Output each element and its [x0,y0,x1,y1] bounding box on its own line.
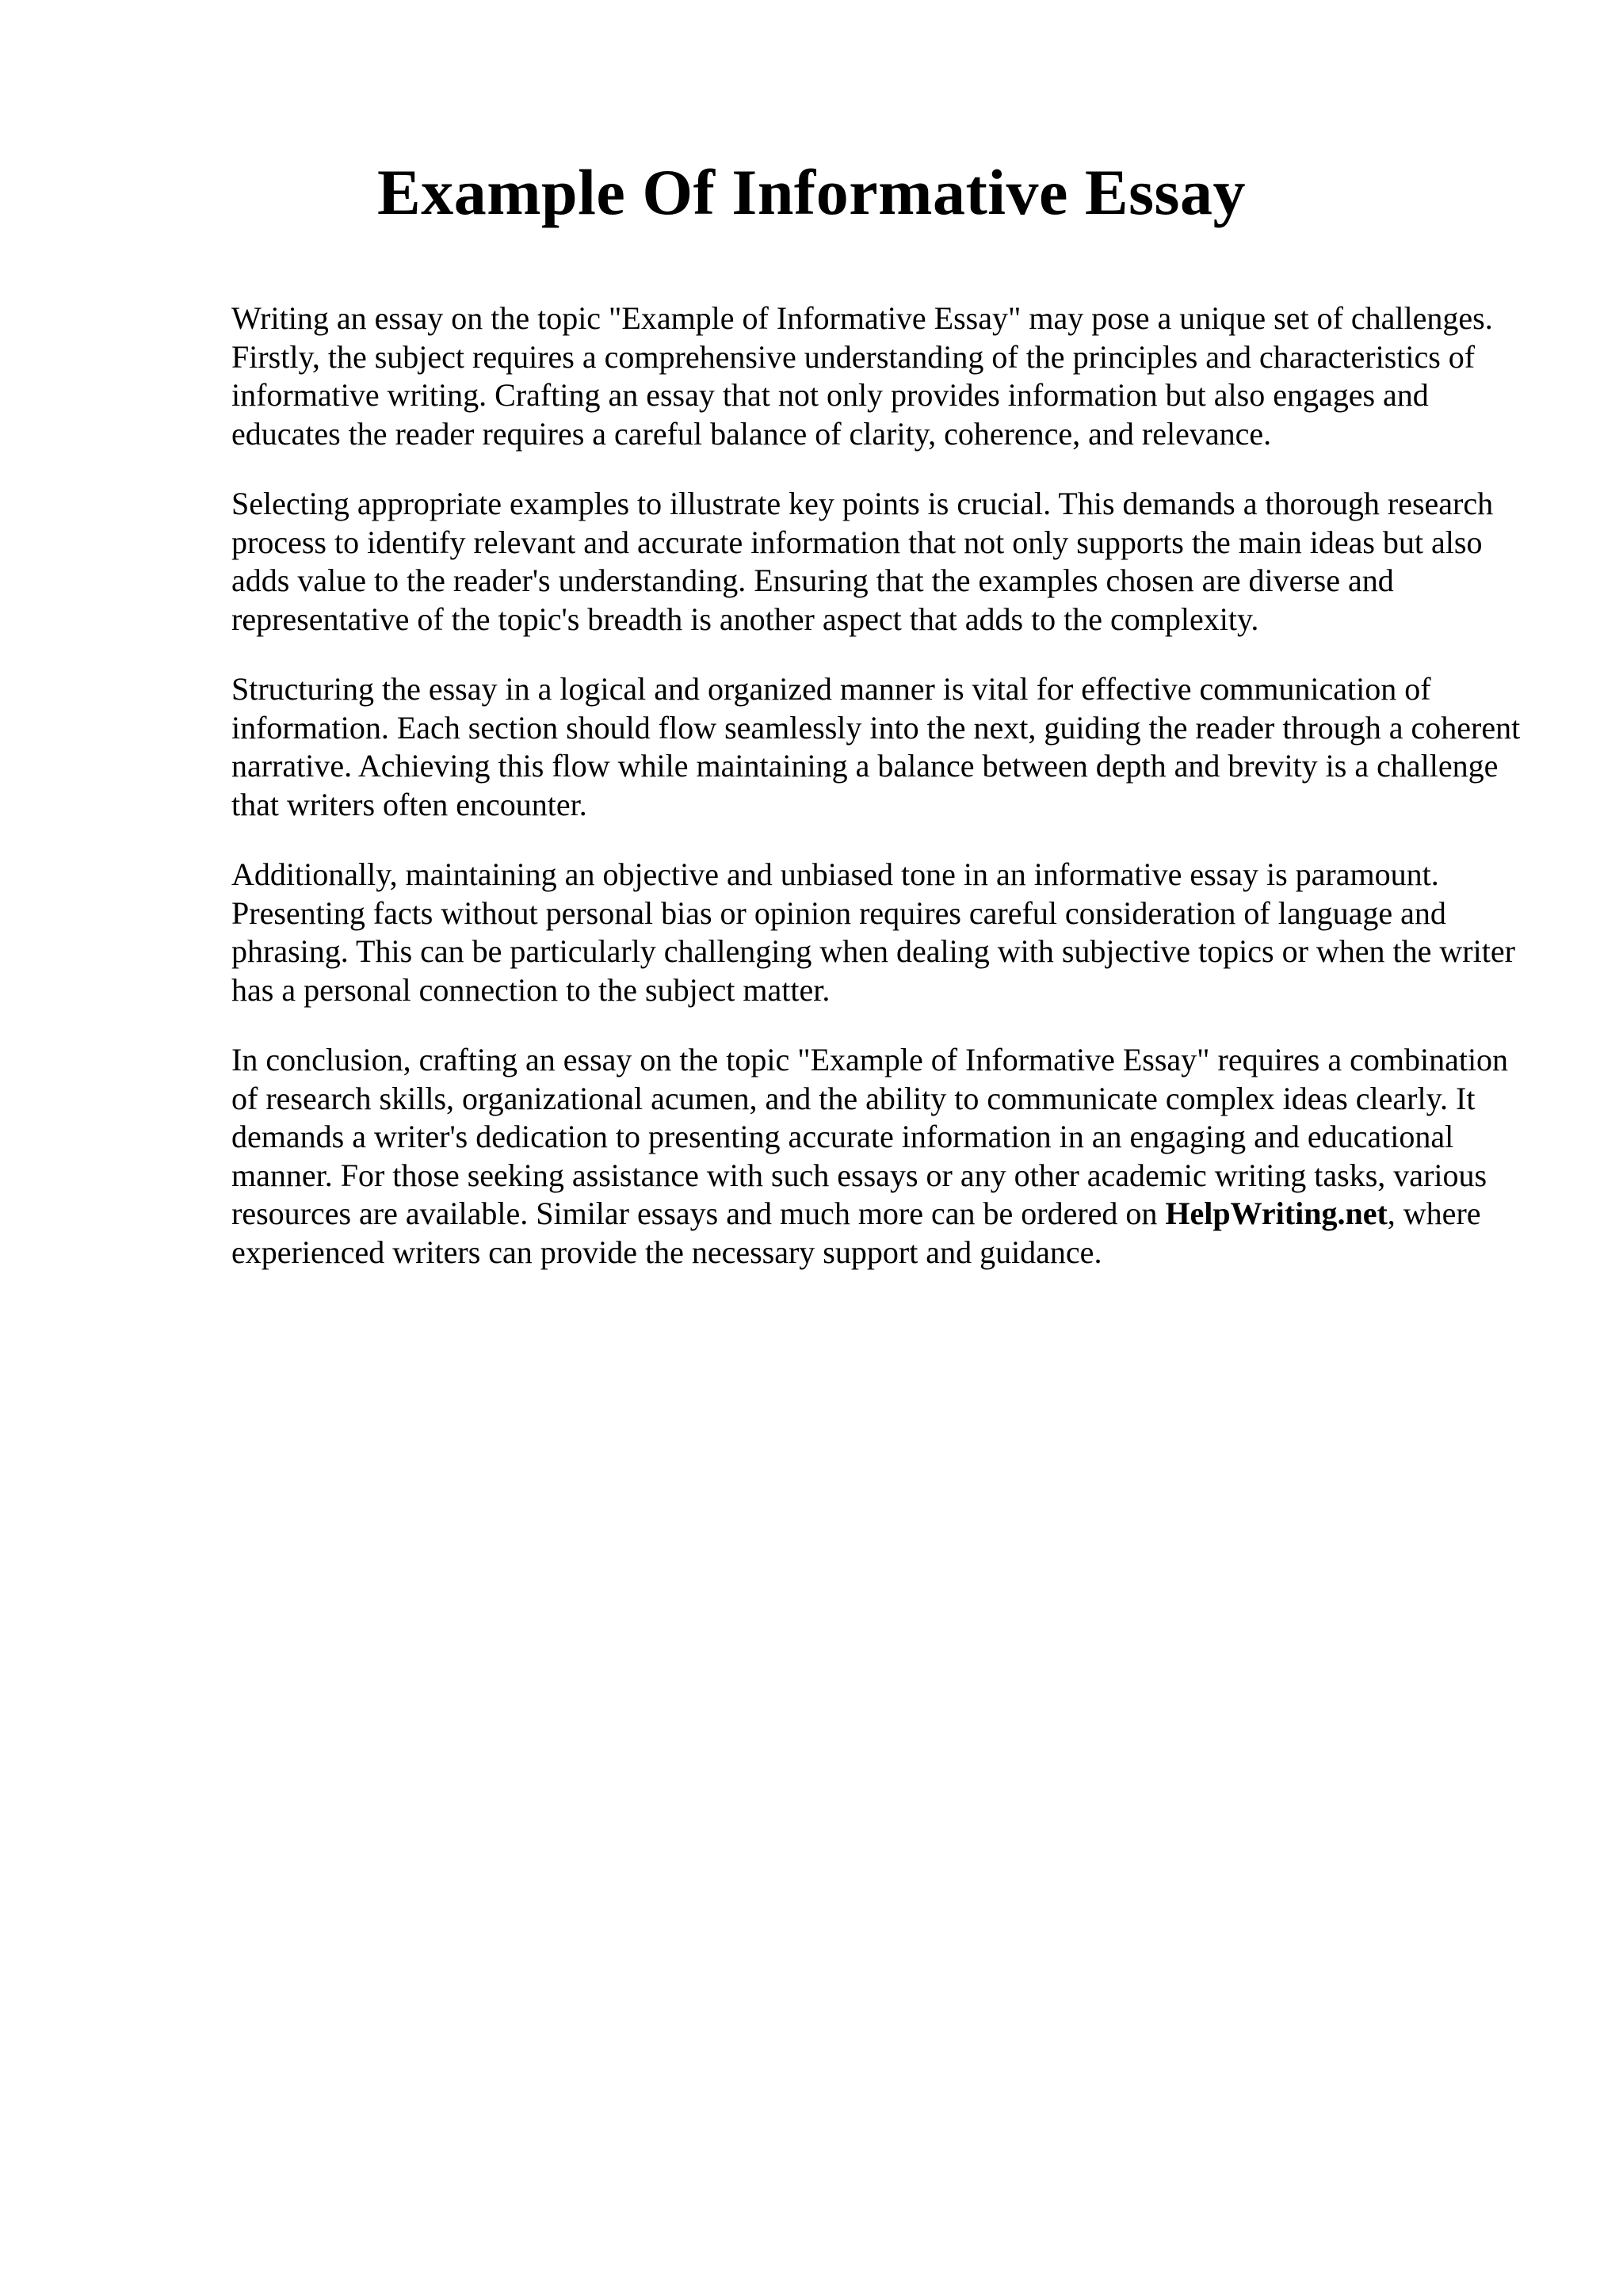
conclusion-text-before: In conclusion, crafting an essay on the topic "Example of Informative Essay" requires a combination of research skills, organizational acumen, and the ability to communicate complex ideas clearly. It demands a writer's dedication to presenting accurate information in an engaging and educational manner. For those seeking assistance with such essays or any other academic writing tasks, various resources are available. Similar essays and much more can be ordered on [231,1042,1509,1231]
brand-name: HelpWriting.net [1165,1196,1388,1231]
paragraph-tone: Additionally, maintaining an objective and unbiased tone in an informative essay is paramount. Presenting facts without personal bias or opinion requires careful consideration of language and phrasing. This can be particularly challenging when dealing with subjective topics or when the writer has a personal connection to the subject matter. [231,856,1515,1008]
document-title: Example Of Informative Essay [377,156,1246,228]
paragraph-conclusion [231,1041,1531,1272]
paragraph-structure: Structuring the essay in a logical and organized manner is vital for effective communication of information. Each section should flow seamlessly into the next, guiding the reader through a coherent narrative. Achieving this flow while maintaining a balance between depth and brevity is a challenge that writers often encounter. [231,671,1521,822]
conclusion-text-after: , where experienced writers can provide the necessary support and guidance. [231,1196,1481,1270]
paragraph-intro: Writing an essay on the topic "Example of Informative Essay" may pose a unique set of challenges. Firstly, the subject requires a comprehensive understanding of the principles and characteristics of informative writing. Crafting an essay that not only provides information but also engages and educates the reader requires a careful balance of clarity, coherence, and relevance. [231,300,1493,452]
essay-body [231,299,1531,1303]
paragraph-examples: Selecting appropriate examples to illustrate key points is crucial. This demands a thorough research process to identify relevant and accurate information that not only supports the main ideas but also adds value to the reader's understanding. Ensuring that the examples chosen are diverse and representative of the topic's breadth is another aspect that adds to the complexity. [231,486,1494,637]
